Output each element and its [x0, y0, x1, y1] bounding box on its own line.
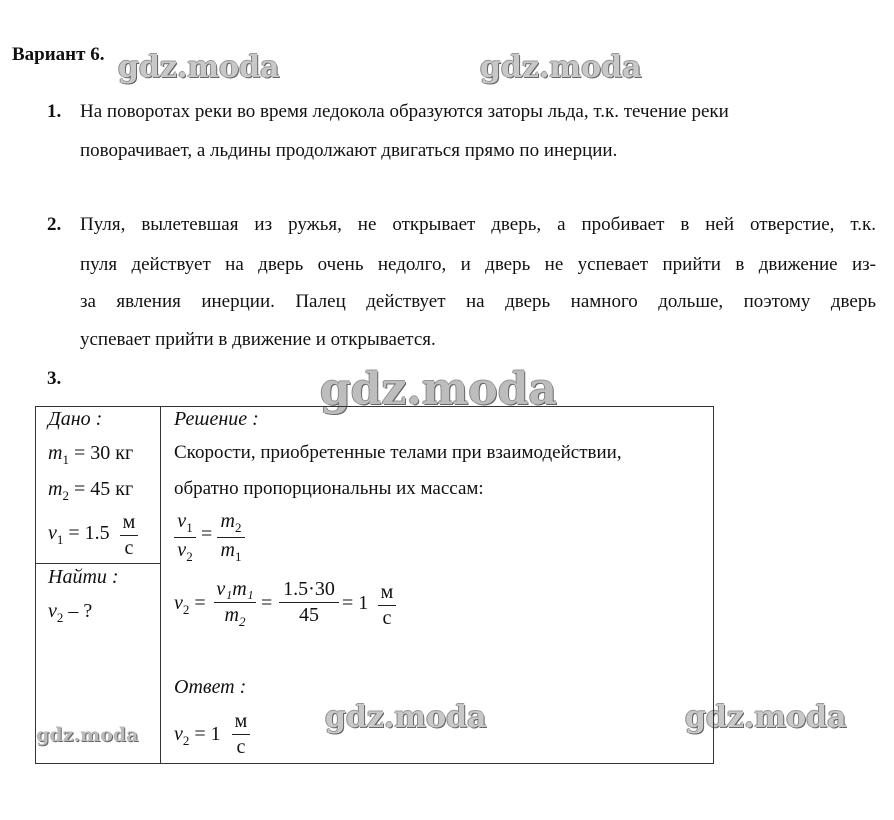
watermark: gdz.moda	[325, 700, 487, 735]
paragraph-line: за явления инерции. Палец действует на дверь намного дольше, поэтому дверь	[80, 291, 876, 312]
watermark: gdz.moda	[118, 50, 280, 85]
variant-title: Вариант 6.	[12, 44, 105, 65]
equals-sign: =	[201, 523, 213, 545]
calc-fraction-1: v₁m₁ $m_2$	[214, 578, 256, 630]
watermark: gdz.moda	[36, 724, 139, 746]
solution-text: Скорости, приобретенные телами при взаимодействии,	[174, 442, 622, 463]
ratio-fraction-left: $v_1$ $v_2$	[174, 510, 196, 565]
ratio-fraction-right: $m_2$ $m_1$	[217, 510, 245, 565]
watermark: gdz.moda	[320, 364, 558, 415]
given-m2: $m_2 = 45$ кг	[48, 478, 134, 503]
watermark: gdz.moda	[480, 50, 642, 85]
table-divider	[160, 406, 161, 764]
given-label: Дано :	[48, 408, 103, 430]
given-v1: $v_1 = 1.5$	[48, 522, 110, 547]
find-v2: $v_2$ – ?	[48, 600, 93, 625]
unit-fraction: м с	[378, 581, 396, 630]
unit-fraction: м с	[232, 710, 250, 759]
solution-text: обратно пропорциональны их массам:	[174, 478, 484, 499]
unit-fraction: м с	[120, 511, 138, 560]
watermark: gdz.moda	[685, 700, 847, 735]
paragraph-line: Пуля, вылетевшая из ружья, не открывает дверь, а пробивает в ней отверстие, т.к.	[80, 214, 876, 235]
solution-label: Решение :	[174, 408, 259, 430]
item-number: 2.	[47, 214, 62, 235]
paragraph-text: На поворотах реки во время ледокола образуются заторы льда, т.к. течение реки	[80, 101, 729, 122]
table-divider	[35, 563, 161, 564]
item-number: 3.	[47, 368, 62, 389]
answer-v2: $v_2 = 1$	[174, 723, 221, 748]
paragraph-line: пуля действует на дверь очень недолго, и дверь не успевает прийти в движение из-	[80, 254, 876, 275]
calc-result: = 1	[342, 592, 369, 614]
item-number: 1.	[47, 101, 62, 122]
given-m1: $m_1 = 30$ кг	[48, 442, 134, 467]
paragraph-line: успевает прийти в движение и открывается.	[80, 329, 436, 350]
calc-lhs: $v_2$ =	[174, 592, 206, 617]
equals-sign: =	[261, 592, 273, 614]
answer-label: Ответ :	[174, 676, 247, 698]
find-label: Найти :	[48, 566, 119, 588]
paragraph-line	[80, 101, 876, 123]
paragraph-line: поворачивает, а льдины продолжают двигаться прямо по инерции.	[80, 140, 618, 161]
calc-fraction-2: 1.5·30 45	[279, 578, 339, 627]
